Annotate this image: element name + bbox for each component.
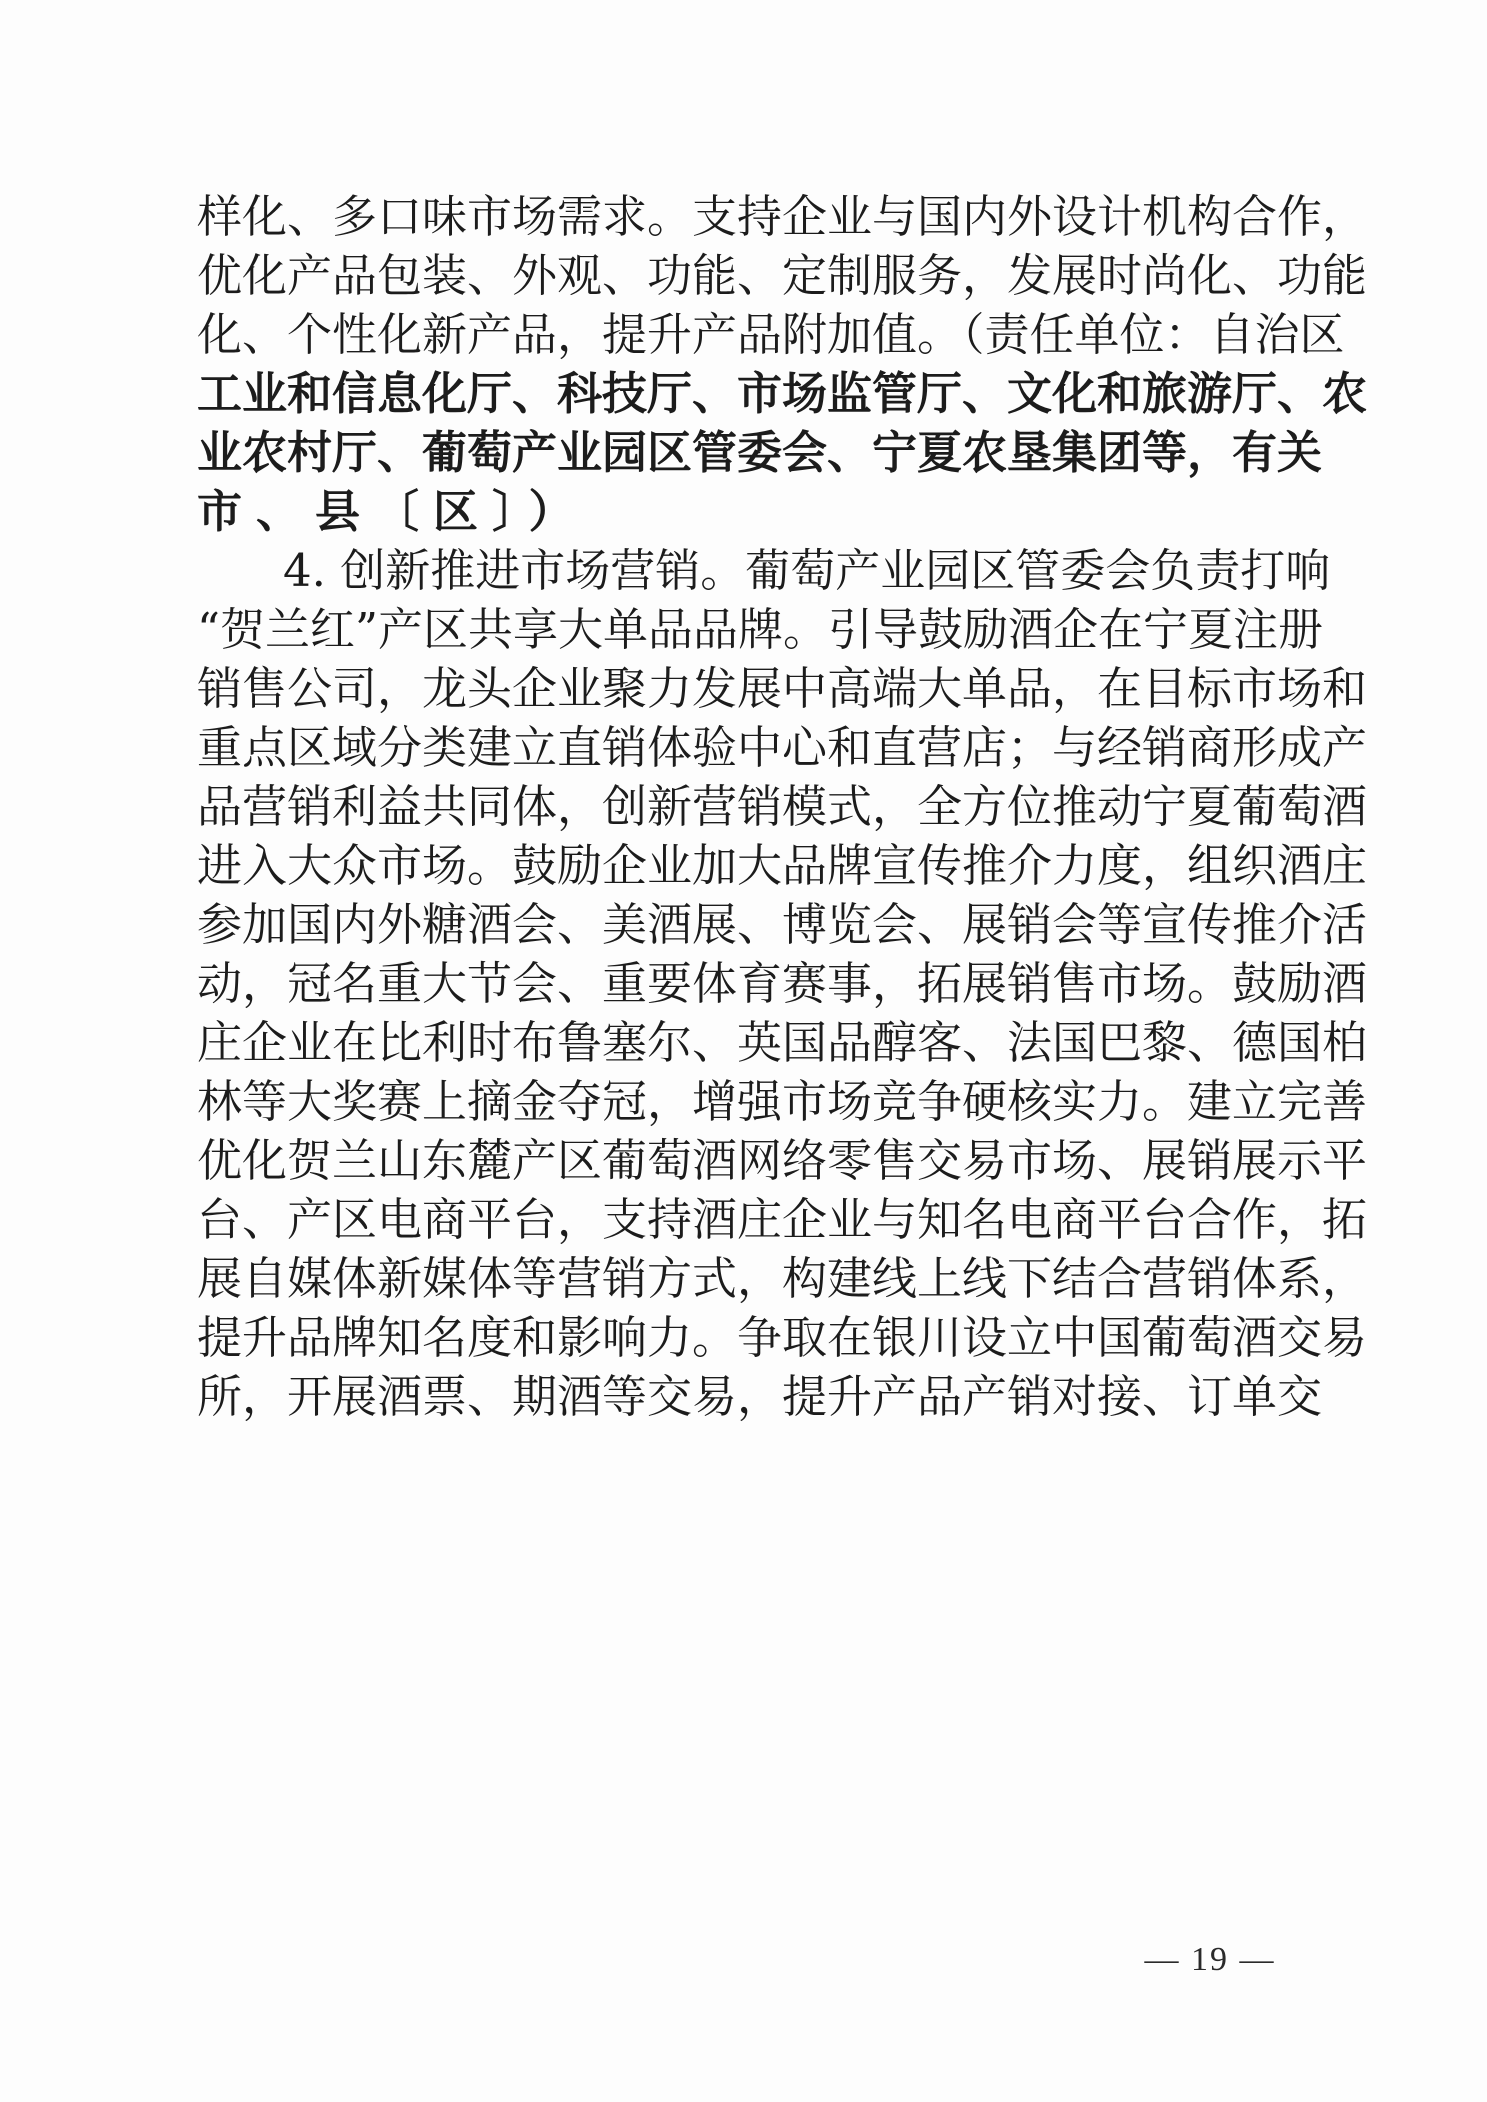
text-line: 样化、多口味市场需求。支持企业与国内外设计机构合作， bbox=[197, 190, 1368, 243]
text-line: 台、产区电商平台，支持酒庄企业与知名电商平台合作，拓 bbox=[197, 1193, 1368, 1246]
section-heading-line: 4. 创新推进市场营销。葡萄产业园区管委会负责打响 bbox=[283, 544, 1331, 597]
text-line: 业农村厅、葡萄产业园区管委会、宁夏农垦集团等，有关 bbox=[197, 426, 1323, 479]
text-line: 展自媒体新媒体等营销方式，构建线上线下结合营销体系， bbox=[197, 1252, 1368, 1305]
text-line: 参加国内外糖酒会、美酒展、博览会、展销会等宣传推介活 bbox=[197, 898, 1368, 951]
text-line: 林等大奖赛上摘金夺冠，增强市场竞争硬核实力。建立完善 bbox=[197, 1075, 1368, 1128]
text-line: 市、县〔区〕） bbox=[197, 485, 588, 538]
text-line: 品营销利益共同体，创新营销模式，全方位推动宁夏葡萄酒 bbox=[197, 780, 1368, 833]
text-line: 重点区域分类建立直销体验中心和直营店；与经销商形成产 bbox=[197, 721, 1368, 774]
text-line: “贺兰红”产区共享大单品品牌。引导鼓励酒企在宁夏注册 bbox=[197, 603, 1324, 656]
text-line: 庄企业在比利时布鲁塞尔、英国品醇客、法国巴黎、德国柏 bbox=[197, 1016, 1368, 1069]
text-line: 动，冠名重大节会、重要体育赛事，拓展销售市场。鼓励酒 bbox=[197, 957, 1368, 1010]
text-line: 优化贺兰山东麓产区葡萄酒网络零售交易市场、展销展示平 bbox=[197, 1134, 1368, 1187]
text-line: 销售公司，龙头企业聚力发展中高端大单品，在目标市场和 bbox=[197, 662, 1368, 715]
text-line: 提升品牌知名度和影响力。争取在银川设立中国葡萄酒交易 bbox=[197, 1311, 1368, 1364]
text-line: 优化产品包装、外观、功能、定制服务，发展时尚化、功能 bbox=[197, 249, 1368, 302]
text-line: 化、个性化新产品，提升产品附加值。（责任单位：自治区 bbox=[197, 308, 1345, 361]
text-line: 进入大众市场。鼓励企业加大品牌宣传推介力度，组织酒庄 bbox=[197, 839, 1368, 892]
text-line: 工业和信息化厅、科技厅、市场监管厅、文化和旅游厅、农 bbox=[197, 367, 1368, 420]
text-line: 所，开展酒票、期酒等交易，提升产品产销对接、订单交 bbox=[197, 1370, 1323, 1423]
page-number: — 19 — bbox=[1144, 1941, 1276, 1978]
